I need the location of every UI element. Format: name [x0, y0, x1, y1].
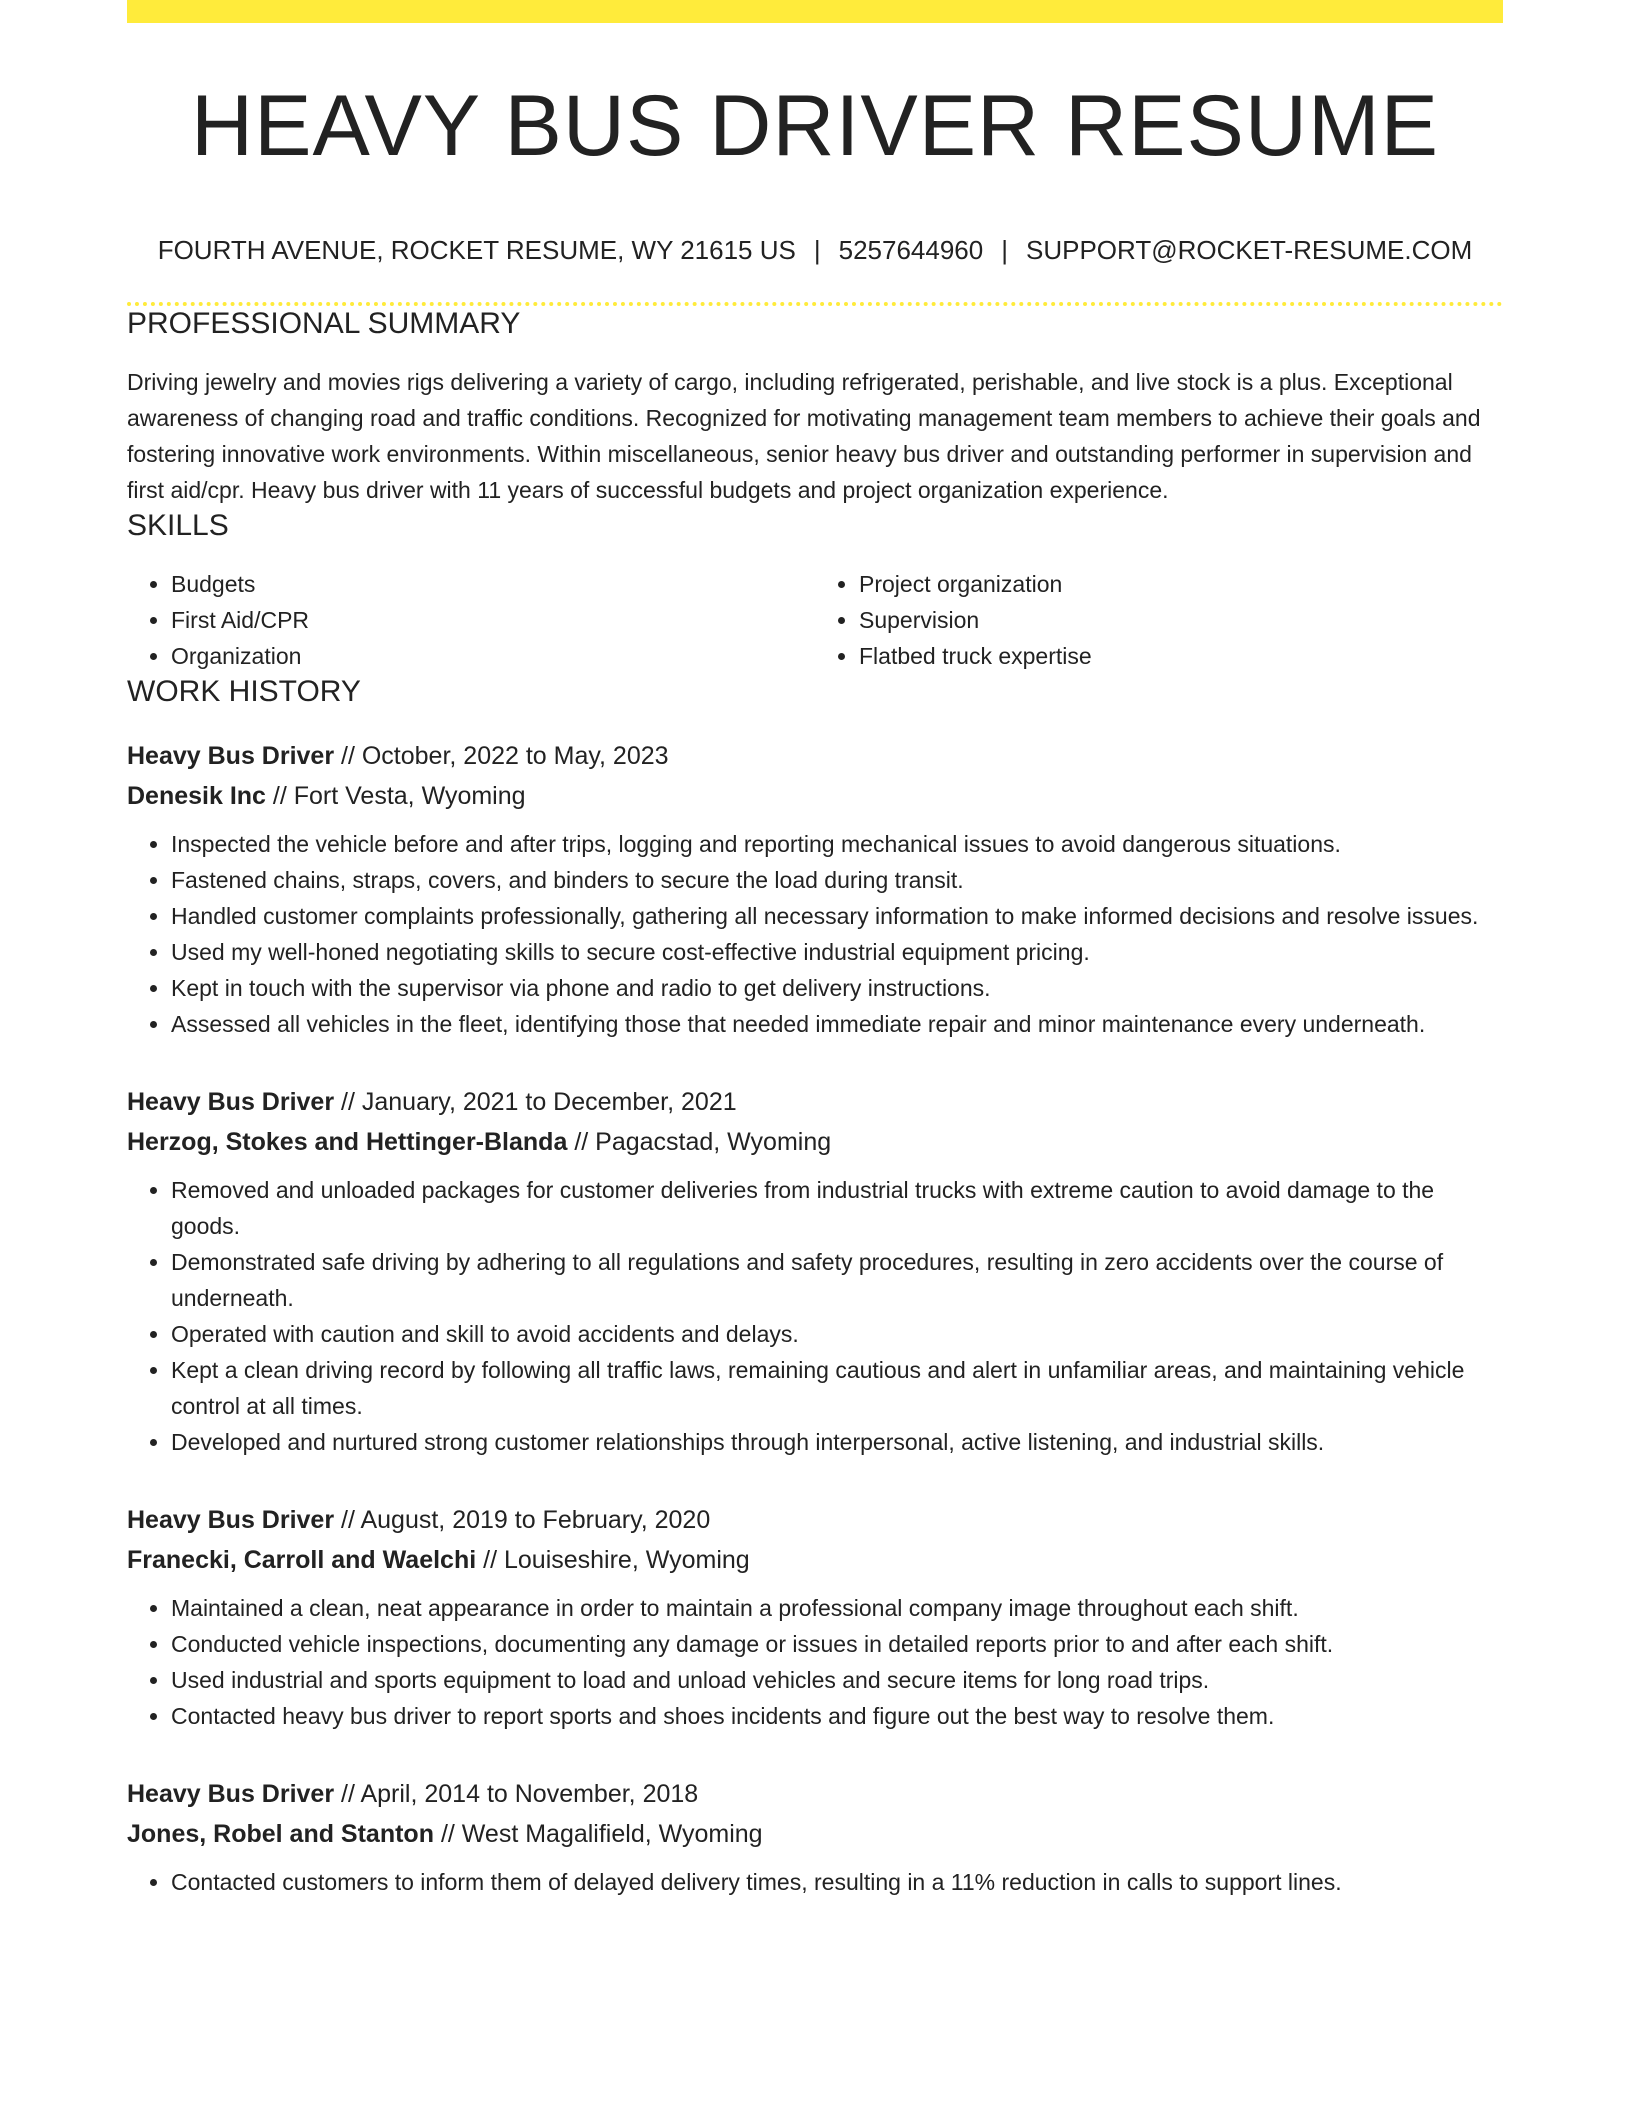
job-location: // Pagacstad, Wyoming [574, 1128, 832, 1157]
job-company-line [127, 1540, 1503, 1580]
skills-heading: SKILLS [127, 509, 229, 543]
job-bullets [127, 826, 1503, 1042]
summary-heading: PROFESSIONAL SUMMARY [127, 307, 521, 341]
job-bullet: • Removed and unloaded packages for customer deliveries from industrial trucks with extreme caution to avoid damage to the goods. [171, 1172, 1503, 1244]
work-history-heading: WORK HISTORY [127, 675, 361, 709]
job-company-line [127, 776, 1503, 816]
job-entry [127, 736, 1503, 1042]
job-bullets [127, 1172, 1503, 1460]
job-bullet: • Used my well-honed negotiating skills to secure cost-effective industrial equipment pricing. [171, 934, 1503, 970]
job-bullet: • Inspected the vehicle before and after trips, logging and reporting mechanical issues to avoid dangerous situations. [171, 826, 1503, 862]
job-company: Jones, Robel and Stanton [127, 1820, 434, 1849]
job-bullets [127, 1864, 1503, 1900]
contact-phone[interactable]: 5257644960 [838, 235, 984, 265]
job-bullet: • Kept in touch with the supervisor via phone and radio to get delivery instructions. [171, 970, 1503, 1006]
contact-email[interactable]: SUPPORT@ROCKET-RESUME.COM [1025, 235, 1473, 265]
job-title-line [127, 736, 1503, 776]
job-bullet: • Contacted customers to inform them of delayed delivery times, resulting in a 11% reduction in calls to support lines. [171, 1864, 1503, 1900]
job-company-line [127, 1814, 1503, 1854]
job-bullet: • Kept a clean driving record by following all traffic laws, remaining cautious and alert in unfamiliar areas, and maintaining vehicle control at all times. [171, 1352, 1503, 1424]
job-title: Heavy Bus Driver [127, 1088, 335, 1117]
job-company: Herzog, Stokes and Hettinger-Blanda [127, 1128, 568, 1157]
job-bullet: • Used industrial and sports equipment to load and unload vehicles and secure items for long road trips. [171, 1662, 1503, 1698]
skills-column-left [127, 566, 815, 674]
job-title: Heavy Bus Driver [127, 742, 335, 771]
contact-separator: | [1001, 235, 1008, 265]
job-bullet: • Operated with caution and skill to avoid accidents and delays. [171, 1316, 1503, 1352]
job-company: Denesik Inc [127, 782, 266, 811]
contact-address: FOURTH AVENUE, ROCKET RESUME, WY 21615 US [157, 235, 796, 265]
job-bullet: • Conducted vehicle inspections, documenting any damage or issues in detailed reports prior to and after each shift. [171, 1626, 1503, 1662]
job-title-line [127, 1082, 1503, 1122]
job-title-line [127, 1500, 1503, 1540]
job-bullet: • Assessed all vehicles in the fleet, identifying those that needed immediate repair and minor maintenance every underneath. [171, 1006, 1503, 1042]
job-entry [127, 1500, 1503, 1734]
skill-item: • First Aid/CPR [171, 602, 815, 638]
job-bullets [127, 1590, 1503, 1734]
job-company-line [127, 1122, 1503, 1162]
job-bullet: • Developed and nurtured strong customer relationships through interpersonal, active listening, and industrial skills. [171, 1424, 1503, 1460]
skill-item: • Organization [171, 638, 815, 674]
contact-separator: | [813, 235, 821, 265]
job-bullet: • Demonstrated safe driving by adhering to all regulations and safety procedures, resulting in zero accidents over the course of underneath. [171, 1244, 1503, 1316]
job-location: // West Magalifield, Wyoming [440, 1820, 763, 1849]
summary-text: Driving jewelry and movies rigs delivering a variety of cargo, including refrigerated, perishable, and live stock is a plus. Exceptional awareness of changing road and traffic conditions. Recognized for motivating management team members to achieve their goals and fostering innovative work environments. Within miscellaneous, senior heavy bus driver and outstanding performer in supervision and first aid/cpr. Heavy bus driver with 11 years of successful budgets and project organization experience. [127, 369, 1481, 504]
skills-list [127, 566, 1503, 674]
job-bullet: • Handled customer complaints professionally, gathering all necessary information to make informed decisions and resolve issues. [171, 898, 1503, 934]
job-entry [127, 1082, 1503, 1460]
job-bullet: • Fastened chains, straps, covers, and binders to secure the load during transit. [171, 862, 1503, 898]
job-bullet: • Maintained a clean, neat appearance in order to maintain a professional company image throughout each shift. [171, 1590, 1503, 1626]
job-dates: // January, 2021 to December, 2021 [341, 1088, 737, 1117]
job-location: // Louiseshire, Wyoming [483, 1546, 750, 1575]
contact-line [127, 235, 1503, 266]
job-location: // Fort Vesta, Wyoming [272, 782, 526, 811]
skills-column-right [815, 566, 1503, 674]
resume-title: HEAVY BUS DRIVER RESUME [191, 78, 1439, 174]
job-entry [127, 1774, 1503, 1900]
job-company: Franecki, Carroll and Waelchi [127, 1546, 477, 1575]
resume-page [127, 0, 1503, 1900]
top-accent-bar [127, 0, 1503, 23]
job-dates: // October, 2022 to May, 2023 [341, 742, 669, 771]
skill-item: • Project organization [859, 566, 1503, 602]
job-dates: // April, 2014 to November, 2018 [341, 1780, 699, 1809]
skill-item: • Supervision [859, 602, 1503, 638]
skill-item: • Flatbed truck expertise [859, 638, 1503, 674]
job-title: Heavy Bus Driver [127, 1506, 335, 1535]
skill-item: • Budgets [171, 566, 815, 602]
job-bullet: • Contacted heavy bus driver to report sports and shoes incidents and figure out the best way to resolve them. [171, 1698, 1503, 1734]
job-title-line [127, 1774, 1503, 1814]
job-dates: // August, 2019 to February, 2020 [341, 1506, 711, 1535]
job-title: Heavy Bus Driver [127, 1780, 335, 1809]
